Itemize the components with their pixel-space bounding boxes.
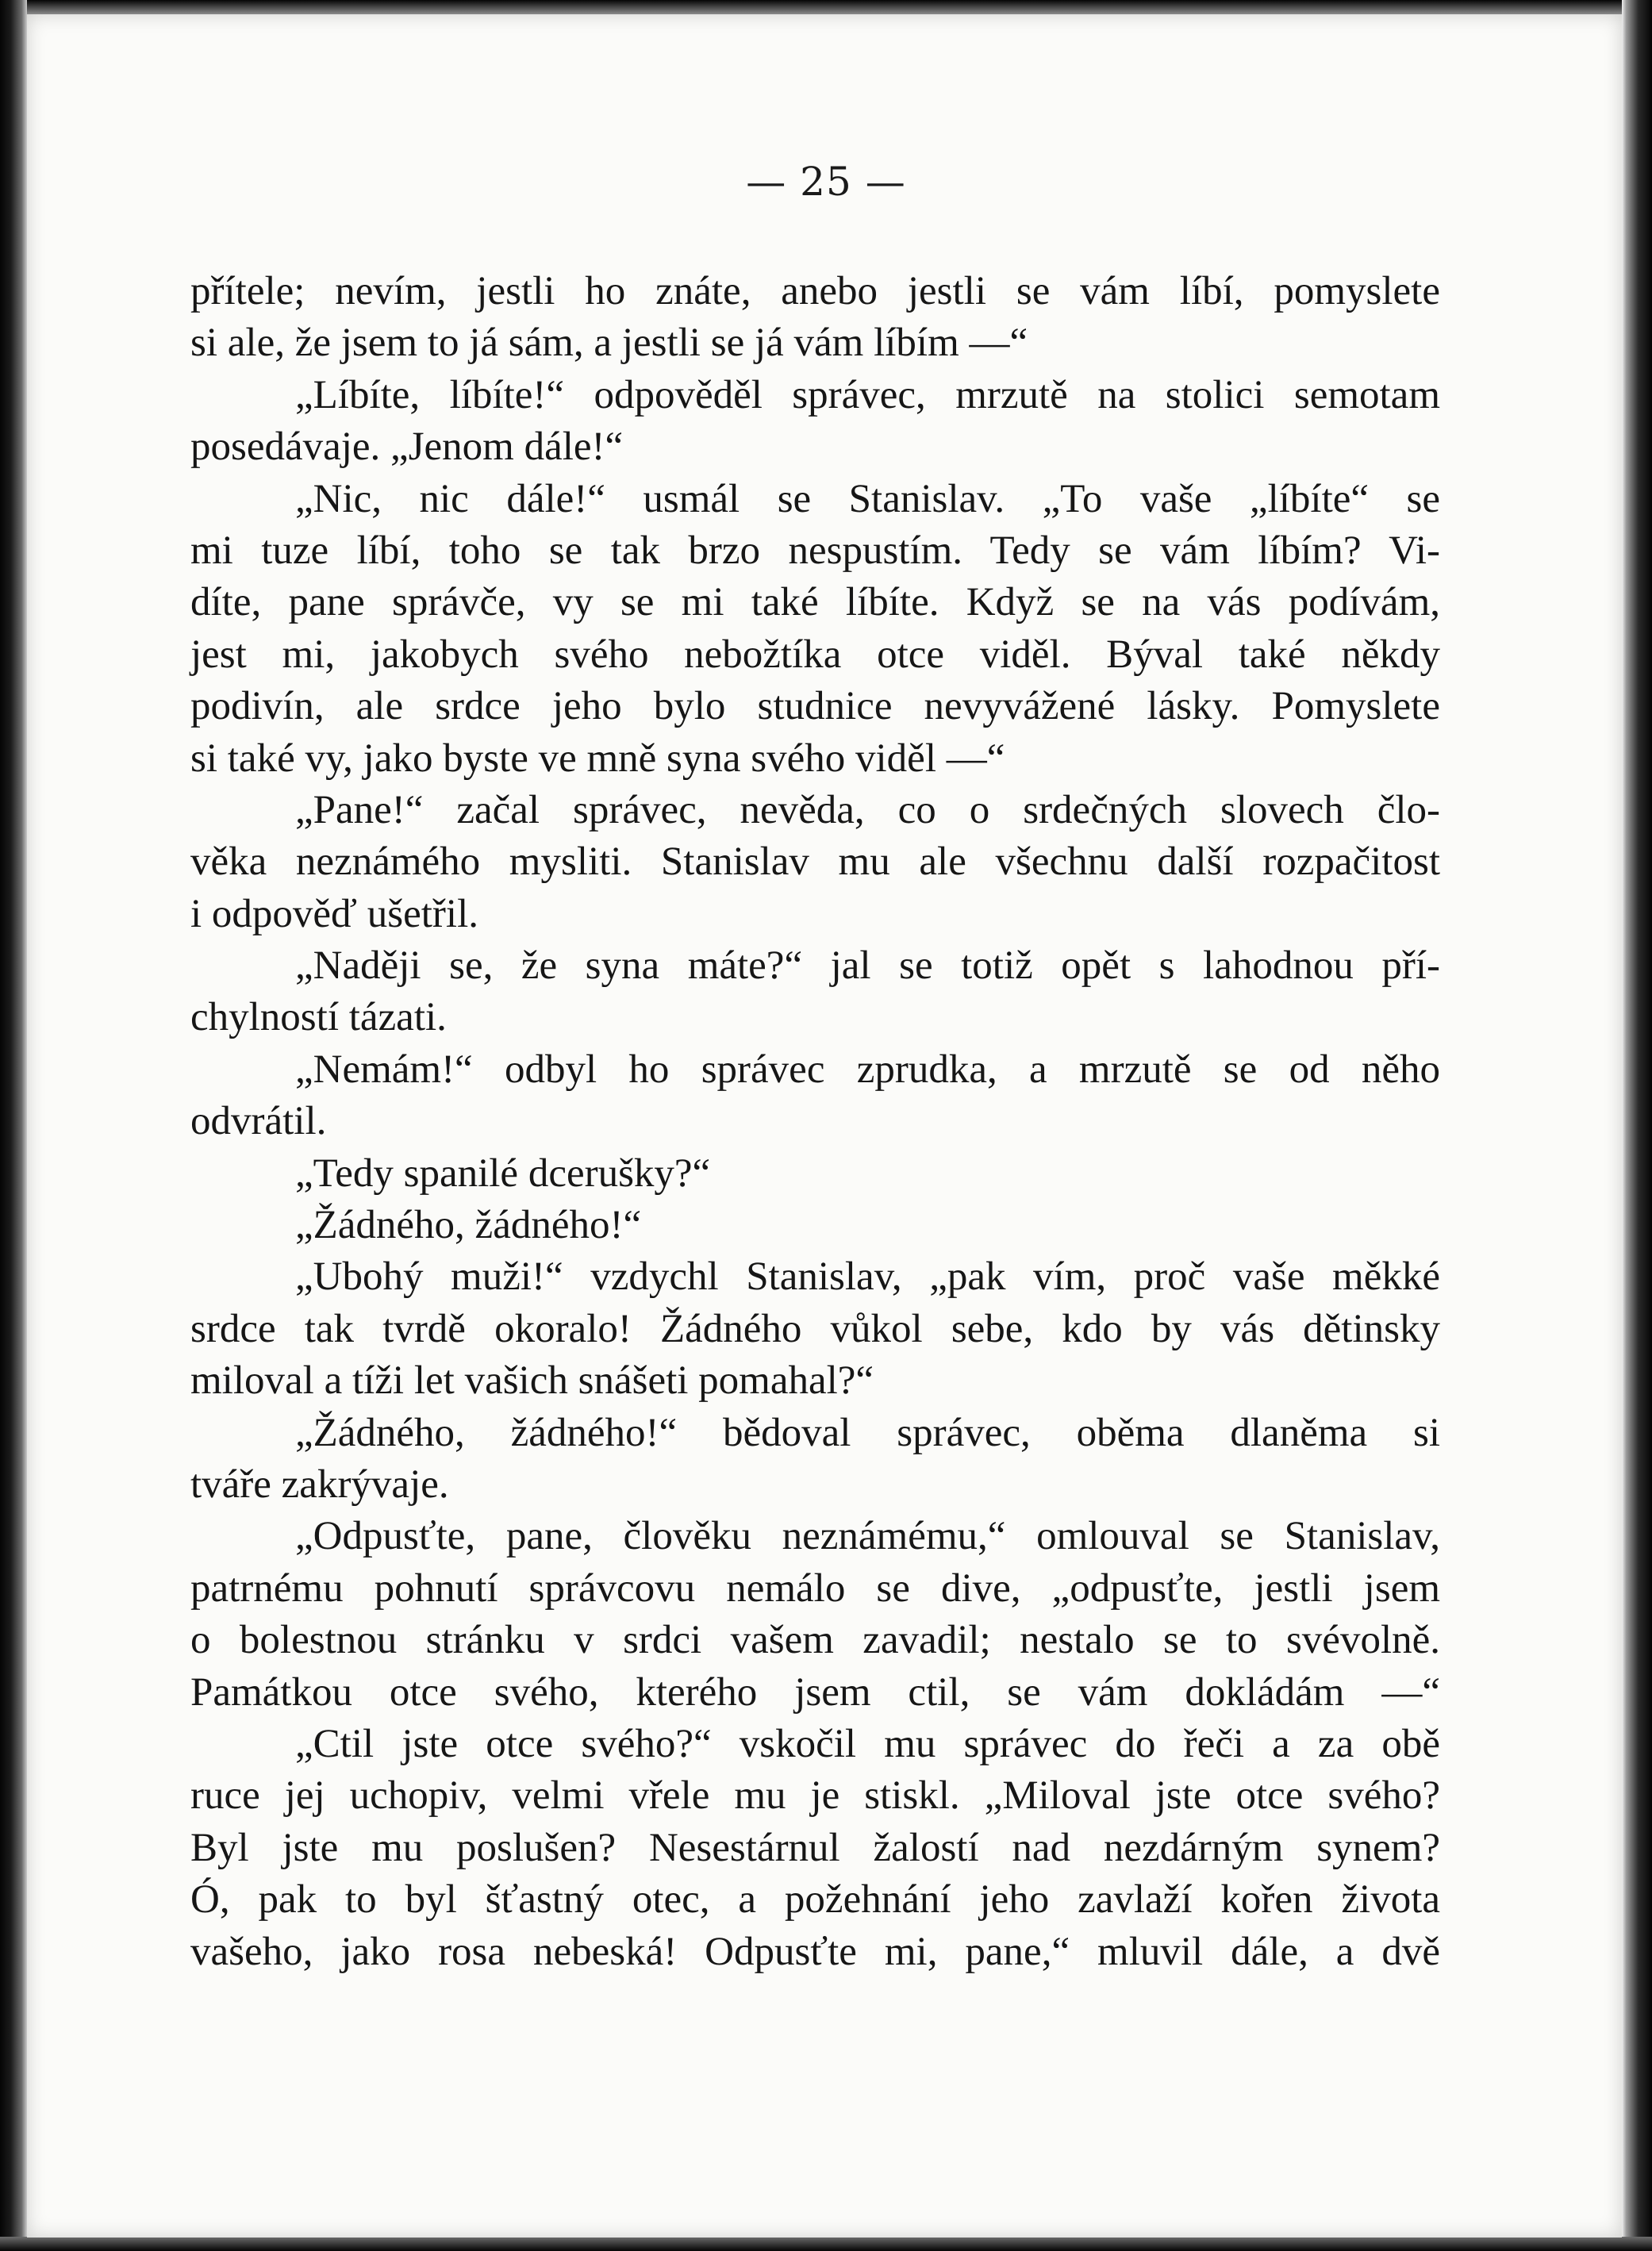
text-line: jest mi, jakobych svého nebožtíka otce viděl. Býval také někdy <box>190 632 1440 677</box>
text-line: „Žádného, žádného!“ <box>295 1203 642 1248</box>
text-line: „Odpusťte, pane, člověku neznámému,“ omlouval se Stanislav, <box>295 1514 1440 1559</box>
scan-right-shadow <box>1622 0 1652 2251</box>
text-line: „Ubohý muži!“ vzdychl Stanislav, „pak vím, proč vaše měkké <box>295 1254 1440 1300</box>
text-line: odvrátil. <box>190 1099 327 1144</box>
text-line: tváře zakrývaje. <box>190 1462 449 1507</box>
text-line: srdce tak tvrdě okoralo! Žádného vůkol sebe, kdo by vás dětinsky <box>190 1306 1440 1351</box>
text-line: o bolestnou stránku v srdci vašem zavadil; nestalo se to svévolně. <box>190 1618 1440 1663</box>
body-text <box>190 266 1440 1978</box>
text-line: „Žádného, žádného!“ bědoval správec, oběma dlaněma si <box>295 1410 1440 1455</box>
page-number: — 25 — <box>746 159 906 205</box>
text-line: „Tedy spanilé dcerušky?“ <box>295 1150 711 1196</box>
text-line: i odpověď ušetřil. <box>190 891 479 936</box>
text-line: posedávaje. „Jenom dále!“ <box>190 424 624 470</box>
text-line: „Pane!“ začal správec, nevěda, co o srdečných slovech člo- <box>295 787 1440 832</box>
scan-bottom-shadow <box>0 2237 1652 2251</box>
text-line: patrnému pohnutí správcovu nemálo se dive, „odpusťte, jestli jsem <box>190 1565 1440 1611</box>
text-line: vašeho, jako rosa nebeská! Odpusťte mi, pane,“ mluvil dále, a dvě <box>190 1929 1440 1974</box>
text-line: věka neznámého mysliti. Stanislav mu ale všechnu další rozpačitost <box>190 839 1440 885</box>
text-line: „Nic, nic dále!“ usmál se Stanislav. „To vaše „líbíte“ se <box>295 476 1440 521</box>
text-line: „Naději se, že syna máte?“ jal se totiž opět s lahodnou pří- <box>295 943 1440 989</box>
text-line: mi tuze líbí, toho se tak brzo nespustím. Tedy se vám líbím? Vi- <box>190 528 1440 573</box>
scan-top-shadow <box>0 0 1652 14</box>
text-line: miloval a tíži let vašich snášeti pomahal?“ <box>190 1358 874 1404</box>
text-line: ruce jej uchopiv, velmi vřele mu je stiskl. „Miloval jste otce svého? <box>190 1773 1440 1819</box>
text-line: Ó, pak to byl šťastný otec, a požehnání jeho zavlaží kořen života <box>190 1877 1440 1923</box>
text-line: chylností tázati. <box>190 995 447 1040</box>
text-line: Památkou otce svého, kterého jsem ctil, se vám dokládám —“ <box>190 1669 1440 1715</box>
text-line: Byl jste mu poslušen? Nesestárnul žalostí nad nezdárným synem? <box>190 1825 1440 1870</box>
text-line: „Ctil jste otce svého?“ vskočil mu správec do řeči a za obě <box>295 1721 1440 1766</box>
text-line: díte, pane správče, vy se mi také líbíte. Když se na vás podívám, <box>190 580 1440 625</box>
text-line: „Líbíte, líbíte!“ odpověděl správec, mrzutě na stolici semotam <box>295 372 1440 417</box>
text-line: přítele; nevím, jestli ho znáte, anebo jestli se vám líbí, pomyslete <box>190 269 1440 313</box>
scan-left-shadow <box>0 0 27 2251</box>
text-line: si také vy, jako byste ve mně syna svého viděl —“ <box>190 736 1005 781</box>
text-line: podivín, ale srdce jeho bylo studnice nevyvážené lásky. Pomyslete <box>190 684 1440 729</box>
text-line: „Nemám!“ odbyl ho správec zprudka, a mrzutě se od něho <box>295 1047 1440 1092</box>
text-line: si ale, že jsem to já sám, a jestli se já vám líbím —“ <box>190 321 1028 366</box>
